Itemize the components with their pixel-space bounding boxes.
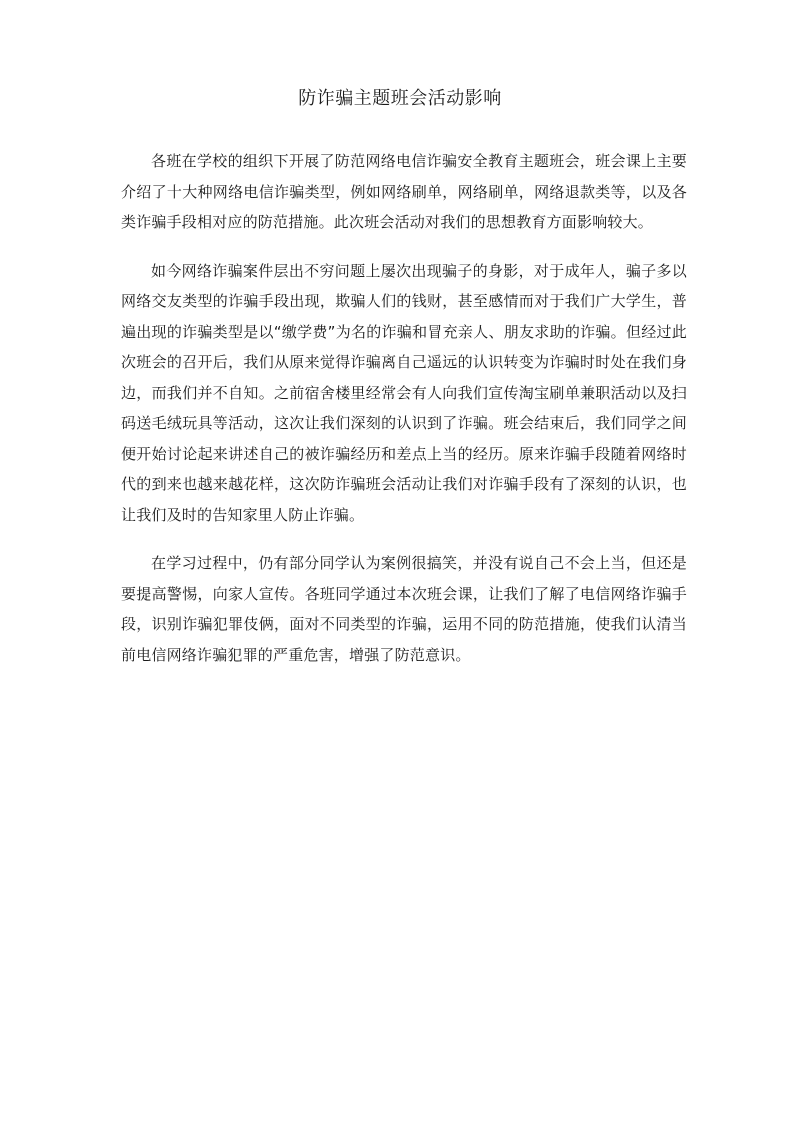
document-body: [121, 146, 687, 688]
paragraph-1: 各班在学校的组织下开展了防范网络电信诈骗安全教育主题班会，班会课上主要介绍了十大种网络电信诈骗类型，例如网络刷单，网络刷单，网络退款类等，以及各类诈骗手段相对应的防范措施。此次班会活动对我们的思想教育方面影响较大。: [121, 152, 687, 231]
document-title: 防诈骗主题班会活动影响: [298, 88, 502, 109]
paragraph-2: 如今网络诈骗案件层出不穷问题上屡次出现骗子的身影，对于成年人，骗子多以网络交友类型的诈骗手段出现，欺骗人们的钱财，甚至感情而对于我们广大学生，普遍出现的诈骗类型是以“缴学费”为名的诈骗和冒充亲人、朋友求助的诈骗。但经过此次班会的召开后，我们从原来觉得诈骗离自己遥远的认识转变为诈骗时时处在我们身边，而我们并不自知。之前宿舍楼里经常会有人向我们宣传淘宝刷单兼职活动以及扫码送毛绒玩具等活动，这次让我们深刻的认识到了诈骗。班会结束后，我们同学之间便开始讨论起来讲述自己的被诈骗经历和差点上当的经历。原来诈骗手段随着网络时代的到来也越来越花样，这次防诈骗班会活动让我们对诈骗手段有了深刻的认识，也让我们及时的告知家里人防止诈骗。: [121, 261, 687, 524]
paragraph-3: 在学习过程中，仍有部分同学认为案例很搞笑，并没有说自己不会上当，但还是要提高警惕，向家人宣传。各班同学通过本次班会课，让我们了解了电信网络诈骗手段，识别诈骗犯罪伎俩，面对不同类型的诈骗，运用不同的防范措施，使我们认清当前电信网络诈骗犯罪的严重危害，增强了防范意识。: [121, 554, 687, 664]
